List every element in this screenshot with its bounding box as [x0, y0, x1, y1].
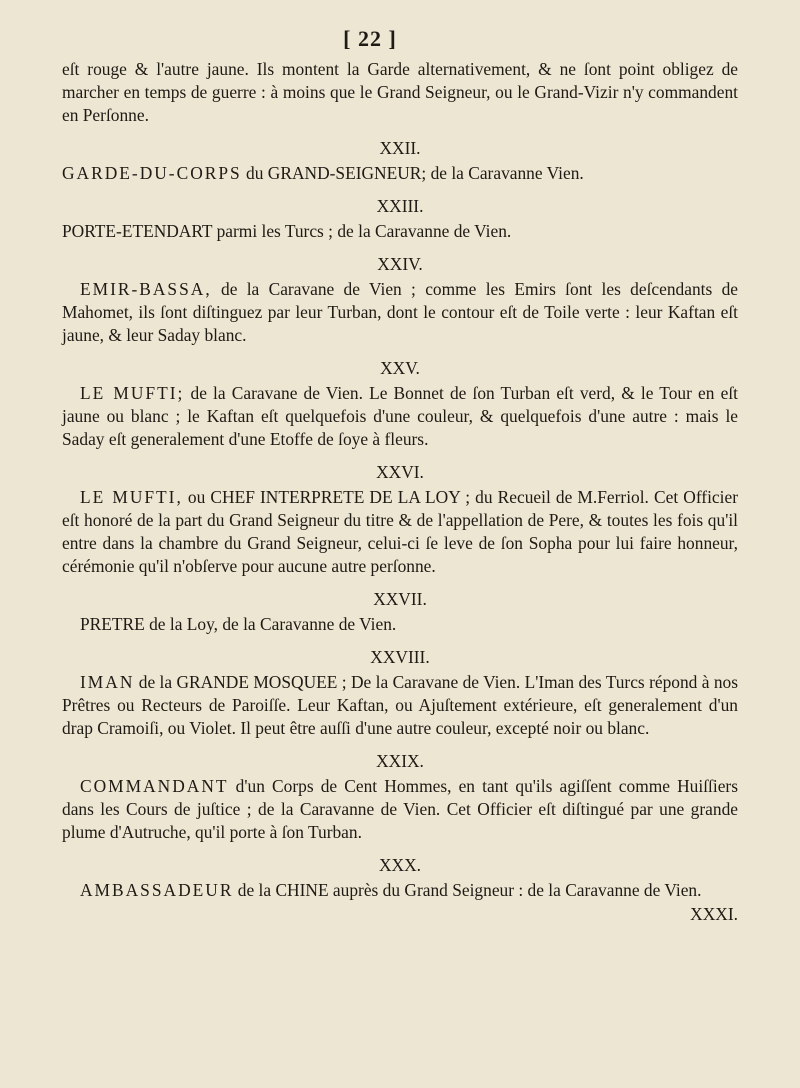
section-text: de la Caravane de Vien ; comme les Emirs ſont les deſcendants de Mahomet, ils ſont diſtinguez par leur Turban, dont le contour eſt de Toile verte : leur Kaftan eſt jaune, & leur Saday blanc. [62, 279, 738, 345]
section-text: parmi les Turcs ; de la Caravanne de Vien. [212, 221, 512, 241]
section-title: AMBASSADEUR [80, 880, 234, 900]
section-entry [62, 253, 738, 347]
sections-list [62, 137, 738, 902]
section-number: XXIII. [376, 196, 424, 216]
section-entry [62, 854, 738, 902]
section-number: XXX. [378, 855, 422, 875]
section-text: du GRAND-SEIGNEUR; de la Caravanne Vien. [241, 163, 584, 183]
section-entry [62, 137, 738, 185]
catchword: XXXI. [690, 904, 738, 924]
section-title: IMAN [80, 672, 135, 692]
section-number: XXV. [380, 358, 420, 378]
section-number: XXIX. [376, 751, 424, 771]
section-entry [62, 357, 738, 451]
section-entry [62, 750, 738, 844]
section-text: ou CHEF INTERPRETE DE LA LOY ; du Recueil de M.Ferriol. Cet Officier eſt honoré de la part du Grand Seigneur du titre & de l'appellation de Pere, & toutes les fois qu'il entre dans la chambre du Grand Seigneur, celui-ci ſe leve de ſon Sopha pour lui faire honneur, cérémonie qu'il n'obſerve pour aucune autre perſonne. [62, 487, 738, 576]
section-number: XXII. [379, 138, 421, 158]
section-number: XXVII. [373, 589, 427, 609]
section-number: XXVIII. [370, 647, 430, 667]
section-number: XXVI. [376, 462, 424, 482]
section-title: COMMANDANT [80, 776, 229, 796]
section-text: d'un Corps de Cent Hommes, en tant qu'ils agiſſent comme Huiſſiers dans les Cours de juſtice ; de la Caravanne de Vien. Cet Officier eſt diſtingué par une grande plume d'Autruche, qu'il porte à ſon Turban. [62, 776, 738, 842]
section-entry [62, 195, 738, 243]
intro-paragraph: eſt rouge & l'autre jaune. Ils montent la Garde alternativement, & ne ſont point obligez de marcher en temps de guerre : à moins que le Grand Seigneur, ou le Grand-Vizir n'y commandent en Perſonne. [62, 59, 738, 125]
section-text: de la Loy, de la Caravanne de Vien. [144, 614, 397, 634]
page-number: [ 22 ] [343, 26, 397, 51]
section-number: XXIV. [377, 254, 423, 274]
section-title: LE MUFTI; [80, 383, 185, 403]
section-entry [62, 461, 738, 578]
section-title: PRETRE [80, 614, 145, 634]
section-title: PORTE-ETENDART [62, 221, 213, 241]
section-title: GARDE-DU-CORPS [62, 163, 242, 183]
section-entry [62, 646, 738, 740]
section-text: de la CHINE auprès du Grand Seigneur : de la Caravanne de Vien. [233, 880, 702, 900]
section-title: EMIR-BASSA, [80, 279, 212, 299]
section-entry [62, 588, 738, 636]
section-title: LE MUFTI, [80, 487, 183, 507]
section-text: de la GRANDE MOSQUEE ; De la Caravane de Vien. L'Iman des Turcs répond à nos Prêtres ou Recteurs de Paroiſſe. Leur Kaftan, ou Ajuſtement extérieure, eſt generalement d'un drap Cramoiſi, ou Violet. Il peut être auſſi d'une autre couleur, excepté noir ou blanc. [62, 672, 738, 738]
section-text: de la Caravane de Vien. Le Bonnet de ſon Turban eſt verd, & le Tour en eſt jaune ou blanc ; le Kaftan eſt quelquefois d'une couleur, & quelquefois d'une autre : mais le Saday eſt generalement d'une Etoffe de ſoye à fleurs. [62, 383, 738, 449]
